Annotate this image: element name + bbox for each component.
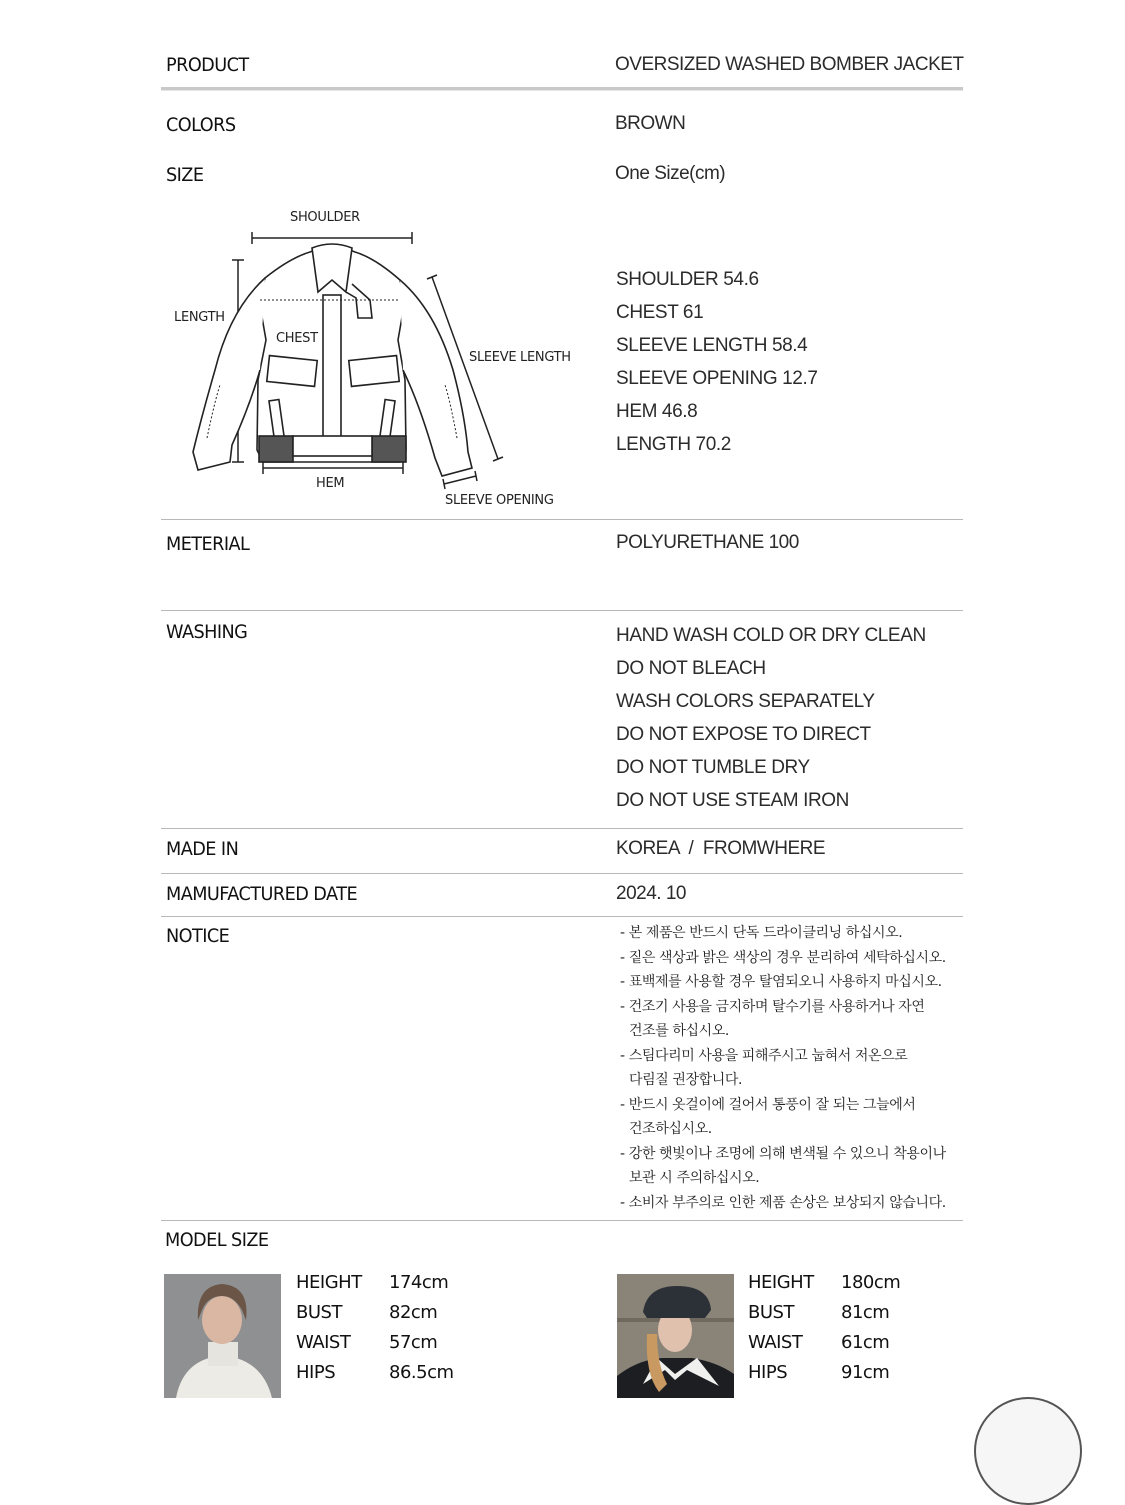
stat-value: 57cm: [389, 1332, 438, 1353]
floating-action-button[interactable]: [974, 1397, 1082, 1505]
stat-key: HIPS: [748, 1362, 788, 1383]
model-2-photo: [617, 1274, 734, 1398]
colors-value: BROWN: [615, 113, 686, 134]
divider: [161, 610, 963, 611]
stat-value: 91cm: [841, 1362, 890, 1383]
divider: [161, 519, 963, 520]
notice-line: - 강한 햇빛이나 조명에 의해 변색될 수 있으니 착용이나: [620, 1145, 946, 1162]
notice-line: 건조하십시오.: [629, 1121, 712, 1137]
divider: [161, 916, 963, 917]
stat-key: HEIGHT: [296, 1272, 362, 1293]
diagram-label-shoulder: SHOULDER: [290, 210, 360, 225]
washing-item: WASH COLORS SEPARATELY: [616, 691, 875, 712]
washing-instructions: [616, 619, 926, 817]
size-measurements: [616, 263, 818, 461]
notice-line: - 표백제를 사용할 경우 탈염되오니 사용하지 마십시오.: [620, 974, 942, 990]
size-value: One Size(cm): [615, 163, 726, 184]
notice-line: 다림질 권장합니다.: [629, 1072, 743, 1088]
notice-line: - 건조기 사용을 금지하며 탈수기를 사용하거나 자연: [620, 998, 925, 1015]
notice-text: [620, 921, 946, 1215]
washing-item: HAND WASH COLD OR DRY CLEAN: [616, 625, 926, 646]
notice-line: - 소비자 부주의로 인한 제품 손상은 보상되지 않습니다.: [620, 1194, 946, 1211]
measurement-item: LENGTH 70.2: [616, 434, 731, 455]
stat-value: 180cm: [841, 1272, 901, 1293]
washing-item: DO NOT TUMBLE DRY: [616, 757, 810, 778]
product-label: PRODUCT: [166, 54, 249, 76]
material-value: POLYURETHANE 100: [616, 532, 799, 553]
washing-item: DO NOT EXPOSE TO DIRECT: [616, 724, 871, 745]
size-diagram: [160, 200, 590, 520]
notice-line: 건조를 하십시오.: [629, 1023, 729, 1039]
notice-line: 보관 시 주의하십시오.: [629, 1170, 760, 1186]
notice-line: - 반드시 옷걸이에 걸어서 통풍이 잘 되는 그늘에서: [620, 1096, 916, 1113]
stat-value: 86.5cm: [389, 1362, 454, 1383]
measurement-item: SLEEVE LENGTH 58.4: [616, 335, 808, 356]
size-label: SIZE: [166, 164, 204, 186]
notice-line: - 본 제품은 반드시 단독 드라이클리닝 하십시오.: [620, 925, 903, 941]
diagram-label-hem: HEM: [316, 476, 345, 491]
measurement-item: SHOULDER 54.6: [616, 269, 759, 290]
model-1-stats: [296, 1268, 454, 1388]
model-2-stats: [748, 1268, 900, 1388]
measurement-item: SLEEVE OPENING 12.7: [616, 368, 818, 389]
washing-item: DO NOT BLEACH: [616, 658, 766, 679]
manufactured-date-label: MAMUFACTURED DATE: [166, 883, 358, 905]
washing-label: WASHING: [166, 621, 248, 643]
measurement-item: HEM 46.8: [616, 401, 698, 422]
colors-label: COLORS: [166, 114, 236, 136]
stat-key: WAIST: [748, 1332, 803, 1353]
stat-value: 82cm: [389, 1302, 438, 1323]
product-name: OVERSIZED WASHED BOMBER JACKET: [615, 54, 964, 75]
diagram-label-length: LENGTH: [174, 310, 225, 325]
notice-line: - 짙은 색상과 밝은 색상의 경우 분리하여 세탁하십시오.: [620, 949, 946, 966]
model-size-label: MODEL SIZE: [165, 1229, 269, 1251]
stat-value: 61cm: [841, 1332, 890, 1353]
divider: [161, 1220, 963, 1221]
notice-label: NOTICE: [166, 925, 230, 947]
diagram-label-sleeve-opening: SLEEVE OPENING: [445, 493, 554, 508]
divider: [161, 873, 963, 874]
notice-line: - 스팀다리미 사용을 피해주시고 눕혀서 저온으로: [620, 1047, 908, 1064]
stat-key: BUST: [748, 1302, 794, 1323]
stat-key: HEIGHT: [748, 1272, 814, 1293]
stat-value: 81cm: [841, 1302, 890, 1323]
divider: [161, 828, 963, 829]
stat-key: BUST: [296, 1302, 342, 1323]
measurement-item: CHEST 61: [616, 302, 704, 323]
stat-key: HIPS: [296, 1362, 336, 1383]
material-label: METERIAL: [166, 533, 250, 555]
model-1-photo: [164, 1274, 281, 1398]
model-portrait-icon: [164, 1274, 281, 1398]
diagram-label-chest: CHEST: [276, 331, 318, 346]
made-in-value: KOREA / FROMWHERE: [616, 838, 826, 859]
stat-value: 174cm: [389, 1272, 449, 1293]
stat-key: WAIST: [296, 1332, 351, 1353]
manufactured-date-value: 2024. 10: [616, 883, 686, 904]
made-in-label: MADE IN: [166, 838, 239, 860]
model-portrait-icon: [617, 1274, 734, 1398]
divider: [161, 87, 963, 91]
washing-item: DO NOT USE STEAM IRON: [616, 790, 849, 811]
diagram-label-sleeve-length: SLEEVE LENGTH: [469, 350, 571, 365]
